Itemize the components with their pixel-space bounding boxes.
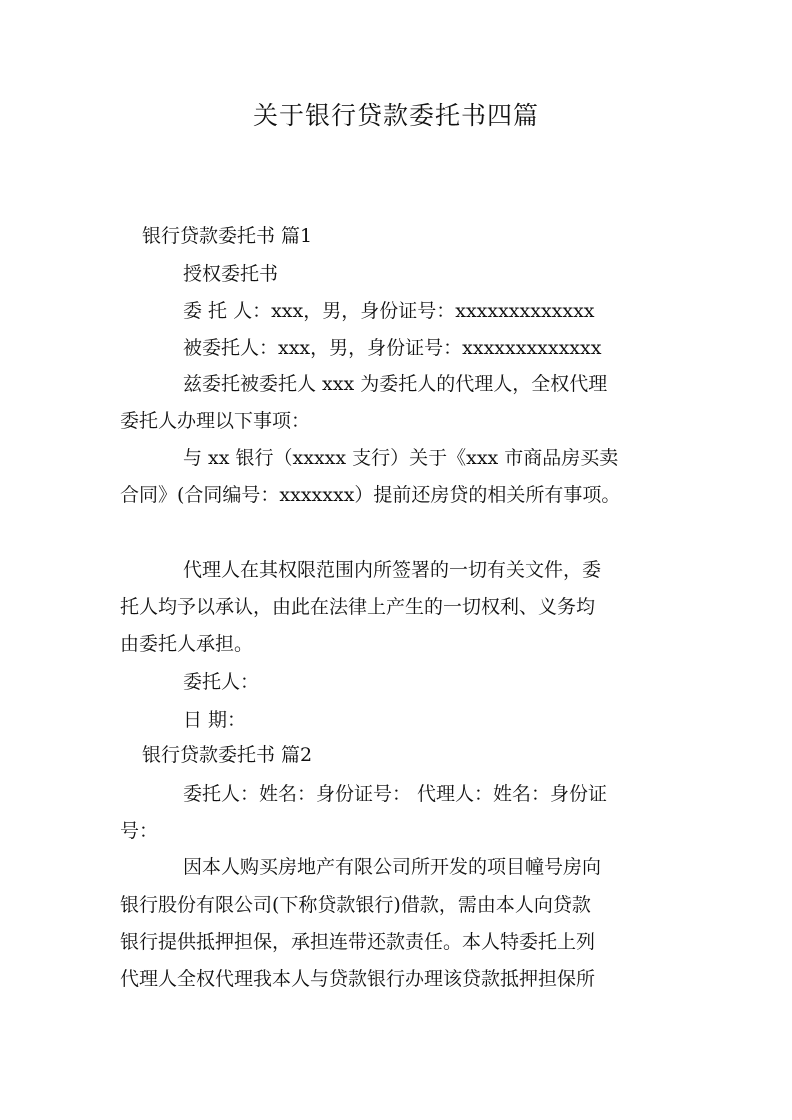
paragraph-line: 因本人购买房地产有限公司所开发的项目幢号房向	[183, 856, 602, 878]
paragraph-line: 合同》(合同编号：xxxxxxx）提前还房贷的相关所有事项。	[120, 484, 621, 506]
paragraph-line: 号：	[120, 820, 159, 842]
paragraph-line: 被委托人：xxx，男，身份证号：xxxxxxxxxxxxx	[183, 337, 602, 359]
paragraph-line: 银行提供抵押担保，承担连带还款责任。本人特委托上列	[120, 931, 596, 953]
paragraph-line: 兹委托被委托人 xxx 为委托人的代理人，全权代理	[183, 373, 608, 395]
paragraph-line: 由委托人承担。	[120, 633, 254, 655]
paragraph-line: 与 xx 银行（xxxxx 支行）关于《xxx 市商品房买卖	[183, 447, 619, 469]
signature-label: 委托人：	[183, 671, 260, 693]
section-heading-2: 银行贷款委托书 篇2	[142, 744, 313, 766]
paragraph-line: 委托人办理以下事项：	[120, 410, 311, 432]
section-heading-1: 银行贷款委托书 篇1	[142, 225, 313, 247]
date-label: 日 期：	[183, 709, 247, 731]
paragraph-line: 代理人全权代理我本人与贷款银行办理该贷款抵押担保所	[120, 968, 596, 990]
paragraph-line: 银行股份有限公司(下称贷款银行)借款，需由本人向贷款	[120, 894, 591, 916]
paragraph-line: 授权委托书	[183, 263, 279, 285]
paragraph-line: 委托人：姓名：身份证号： 代理人：姓名：身份证	[183, 783, 608, 805]
paragraph-line: 委 托 人：xxx，男，身份证号：xxxxxxxxxxxxx	[183, 300, 595, 322]
paragraph-line: 代理人在其权限范围内所签署的一切有关文件，委	[183, 559, 602, 581]
document-title: 关于银行贷款委托书四篇	[252, 101, 539, 130]
paragraph-line: 托人均予以承认，由此在法律上产生的一切权利、义务均	[120, 596, 596, 618]
